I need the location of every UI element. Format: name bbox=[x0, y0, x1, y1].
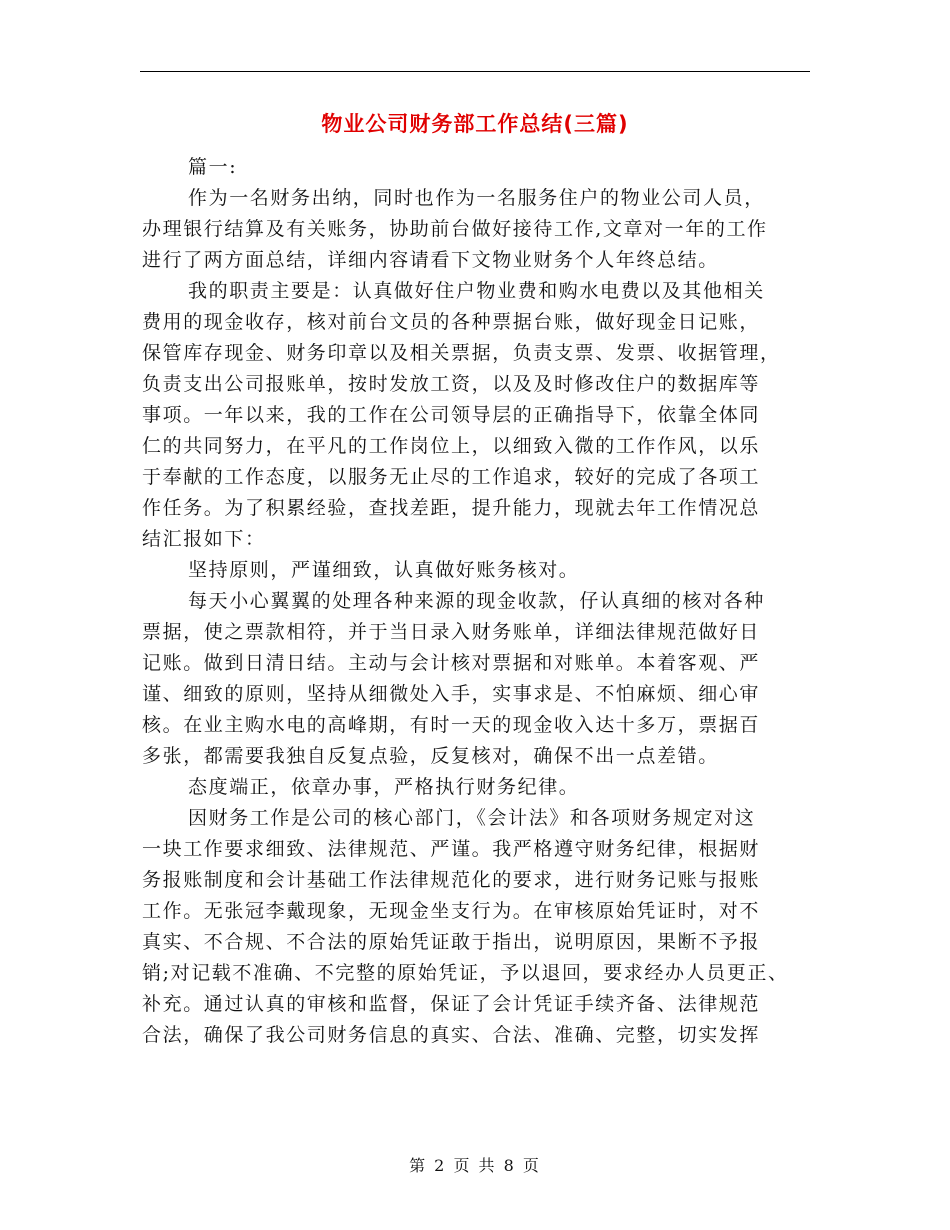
text-line: 核。在业主购水电的高峰期，有时一天的现金收入达十多万，票据百 bbox=[142, 714, 761, 736]
text-line: 结汇报如下： bbox=[142, 528, 266, 550]
text-line: 作任务。为了积累经验，查找差距，提升能力，现就去年工作情况总 bbox=[142, 497, 761, 519]
text-line: 办理银行结算及有关账务，协助前台做好接待工作,文章对一年的工作 bbox=[142, 218, 768, 240]
text-line: 销;对记载不准确、不完整的原始凭证，予以退回，要求经办人员更正、 bbox=[142, 962, 789, 984]
text-line: 谨、细致的原则，坚持从细微处入手，实事求是、不怕麻烦、细心审 bbox=[142, 683, 761, 705]
text-line: 我的职责主要是：认真做好住户物业费和购水电费以及其他相关 bbox=[188, 280, 765, 302]
text-line: 负责支出公司报账单，按时发放工资，以及及时修改住户的数据库等 bbox=[142, 373, 761, 395]
text-line: 坚持原则，严谨细致，认真做好账务核对。 bbox=[188, 559, 580, 581]
text-line: 保管库存现金、财务印章以及相关票据，负责支票、发票、收据管理， bbox=[142, 342, 781, 364]
text-line: 真实、不合规、不合法的原始凭证敢于指出，说明原因，果断不予报 bbox=[142, 931, 761, 953]
text-line: 作为一名财务出纳，同时也作为一名服务住户的物业公司人员， bbox=[188, 187, 765, 209]
text-line: 费用的现金收存，核对前台文员的各种票据台账，做好现金日记账， bbox=[142, 311, 761, 333]
text-line: 因财务工作是公司的核心部门，《会计法》和各项财务规定对这 bbox=[188, 807, 756, 829]
text-line: 工作。无张冠李戴现象，无现金坐支行为。在审核原始凭证时，对不 bbox=[142, 900, 761, 922]
text-line: 多张，都需要我独自反复点验，反复核对，确保不出一点差错。 bbox=[142, 745, 719, 767]
text-line: 合法，确保了我公司财务信息的真实、合法、准确、完整，切实发挥 bbox=[142, 1024, 761, 1046]
text-line: 一块工作要求细致、法律规范、严谨。我严格遵守财务纪律，根据财 bbox=[142, 838, 761, 860]
document-title: 物业公司财务部工作总结(三篇) bbox=[321, 112, 629, 136]
text-line: 务报账制度和会计基础工作法律规范化的要求，进行财务记账与报账 bbox=[142, 869, 761, 891]
header-rule bbox=[140, 71, 810, 72]
document-body bbox=[142, 152, 812, 1051]
text-line: 进行了两方面总结，详细内容请看下文物业财务个人年终总结。 bbox=[142, 249, 719, 271]
text-line: 票据，使之票款相符，并于当日录入财务账单，详细法律规范做好日 bbox=[142, 621, 761, 643]
text-line: 记账。做到日清日结。主动与会计核对票据和对账单。本着客观、严 bbox=[142, 652, 761, 674]
text-line: 仁的共同努力，在平凡的工作岗位上，以细致入微的工作作风，以乐 bbox=[142, 435, 761, 457]
text-line: 每天小心翼翼的处理各种来源的现金收款，仔认真细的核对各种 bbox=[188, 590, 765, 612]
text-line: 补充。通过认真的审核和监督，保证了会计凭证手续齐备、法律规范 bbox=[142, 993, 761, 1015]
text-line: 篇一: bbox=[188, 156, 238, 178]
text-line: 于奉献的工作态度，以服务无止尽的工作追求，较好的完成了各项工 bbox=[142, 466, 761, 488]
text-line: 态度端正，依章办事，严格执行财务纪律。 bbox=[188, 776, 580, 798]
page-number: 第 2 页 共 8 页 bbox=[409, 1156, 541, 1175]
text-line: 事项。一年以来，我的工作在公司领导层的正确指导下，依靠全体同 bbox=[142, 404, 761, 426]
